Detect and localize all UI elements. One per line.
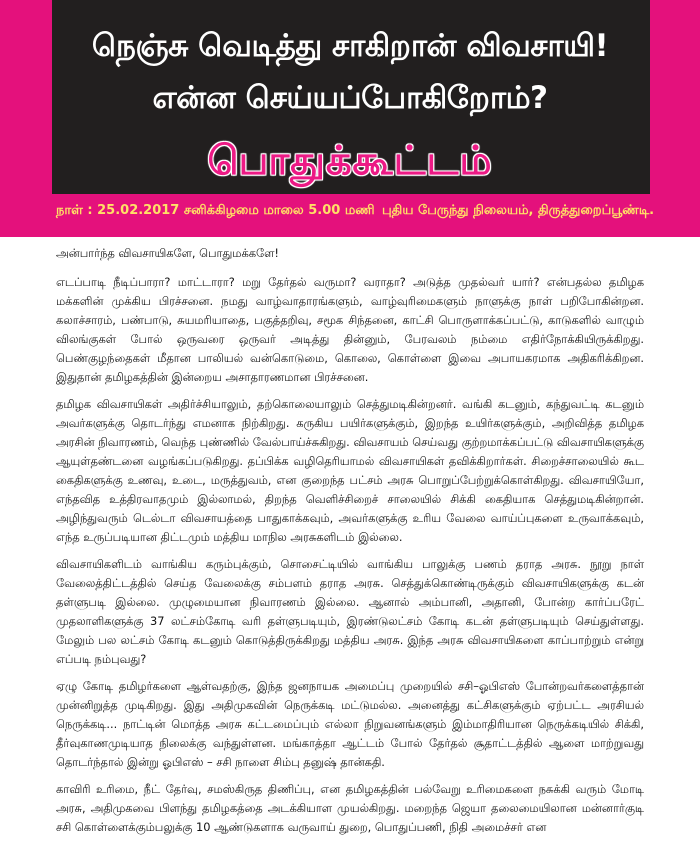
- event-title: பொதுக்கூட்டம்: [207, 138, 493, 184]
- event-venue: புதிய பேருந்து நிலையம், திருத்துறைப்பூண்டி.: [382, 203, 655, 218]
- headline-line-1: நெஞ்சு வெடித்து சாகிறான் விவசாயி!: [91, 28, 609, 64]
- paragraph-2: தமிழக விவசாயிகள் அதிர்ச்சியாலும், தற்கொலையாலும் செத்துமடிகின்றனர். வங்கி கடனும், கந்துவட்டி கடனும் அவர்களுக்கு தொடர்ந்து எமனாக நிற்கிறது. கருகிய பயிர்களுக்கும், இறந்த உயிர்களுக்கும், அறிவித்த தமிழக அரசின் நிவாரணம், வெந்த புண்ணில் வேல்பாய்ச்சுகிறது. விவசாயம் செய்வது குற்றமாக்கப்பட்டு விவசாயிகளுக்கு ஆயுள்தண்டனை வழங்கப்படுகிறது. தப்பிக்க வழிதெரியாமல் விவசாயிகள் தவிக்கிறார்கள். சிறைச்சாலையில் கூட கைதிகளுக்கு உணவு, உடை, மருத்துவம், என குறைந்த பட்சம் அரசு பொறுப்பேற்றுக்கொள்கிறது. விவசாயியோ, எந்தவித உத்திரவாதமும் இல்லாமல், திறந்த வெளிச்சிறைச் சாலையில் சிக்கி கைதியாக செத்துமடிகின்றான். அழிந்துவரும் டெல்டா விவசாயத்தை பாதுகாக்கவும், அவர்களுக்கு உரிய வேலை வாய்ப்புகளை உருவாக்கவும், எந்த உருப்படியான திட்டமும் மத்திய மாநில அரசுகளிடம் இல்லை.: [56, 397, 644, 544]
- paragraph-1: எடப்பாடி நீடிப்பாரா? மாட்டாரா? மறு தேர்தல் வருமா? வராதா? அடுத்த முதல்வர் யார்? என்பதல்ல தமிழக மக்களின் முக்கிய பிரச்சனை. நமது வாழ்வாதாரங்களும், வாழ்வுரிமைகளும் நாளுக்கு நாள் பறிபோகின்றன. கலாச்சாரம், பண்பாடு, சுயமரியாதை, பகுத்தறிவு, சமூக சிந்தனை, காட்சி பொருளாக்கப்பட்டு, காடுகளில் வாழும் விலங்குகள் போல் ஒருவரை ஒருவர் அடித்து தின்னும், பேரவலம் நம்மை எதிர்நோக்கியிருக்கிறது. பெண்குழந்தைகள் மீதான பாலியல் வன்கொடுமை, கொலை, கொள்ளை இவை அபாயகரமாக அதிகரிக்கிறன. இதுதான் தமிழகத்தின் இன்றைய அசாதாரணமான பிரச்சனை.: [56, 275, 644, 384]
- leaflet-body: [56, 244, 644, 845]
- event-date: நாள் : 25.02.2017 சனிக்கிழமை மாலை 5.00 மணி: [56, 203, 375, 218]
- paragraph-4: ஏழு கோடி தமிழர்களை ஆள்வதற்கு, இந்த ஜனநாயக அமைப்பு முறையில் சசி–ஓபிஎஸ் போன்றவர்களைத்தான் முன்னிறுத்த முடிகிறது. இது அதிமுகவின் நெருக்கடி மட்டுமல்ல. அனைத்து கட்சிகளுக்கும் ஏற்பட்ட அரசியல் நெருக்கடி... நாட்டின் மொத்த அரசு கட்டமைப்பும் எல்லா நிறுவனங்களும் இம்மாதிரியான நெருக்கடியில் சிக்கி, தீர்வுகாணமுடியாத நிலைக்கு வந்துள்ளன. மங்காத்தா ஆட்டம் போல் தேர்தல் சூதாட்டத்தில் ஆளை மாற்றுவது தொடர்ந்தால் இன்று ஓபிஎஸ் – சசி நாளை சிம்பு தனுஷ் தான்கதி.: [56, 679, 644, 769]
- headline-line-2: என்ன செய்யப்போகிறோம்?: [152, 80, 548, 116]
- salutation: அன்பார்ந்த விவசாயிகளே, பொதுமக்களே!: [56, 246, 279, 260]
- header-banner: [0, 0, 700, 237]
- paragraph-3: விவசாயிகளிடம் வாங்கிய கரும்புக்கும், சொசைட்டியில் வாங்கிய பாலுக்கு பணம் தராத அரசு. நூறு நாள் வேலைத்திட்டத்தில் செய்த வேலைக்கு சம்பளம் தராத அரசு. செத்துக்கொண்டிருக்கும் விவசாயிகளுக்கு கடன் தள்ளுபடி இல்லை. முழுமையான நிவாரணம் இல்லை. ஆனால் அம்பானி, அதானி, போன்ற கார்ப்பரேட் முதலாளிகளுக்கு 37 லட்சம்கோடி வரி தள்ளுபடியும், இரண்டுலட்சம் கோடி கடன் தள்ளுபடியும் செய்துள்ளது. மேலும் பல லட்சம் கோடி கடனும் கொடுத்திருக்கிறது மத்திய அரசு. இந்த அரசு விவசாயிகளை காப்பாற்றும் என்று எப்படி நம்புவது?: [56, 557, 644, 666]
- paragraph-5: காவிரி உரிமை, நீட் தேர்வு, சமஸ்கிருத திணிப்பு, என தமிழகத்தின் பல்வேறு உரிமைகளை நசுக்கி வரும் மோடி அரசு, அதிமுகவை பிளந்து தமிழகத்தை அடக்கியாள முயல்கிறது. மறைந்த ஜெயா தலைமையிலான மன்னார்குடி சசி கொள்ளைக்கும்பலுக்கு 10 ஆண்டுகளாக வருவாய் துறை, பொதுப்பணி, நிதி அமைச்சர் என: [56, 782, 644, 834]
